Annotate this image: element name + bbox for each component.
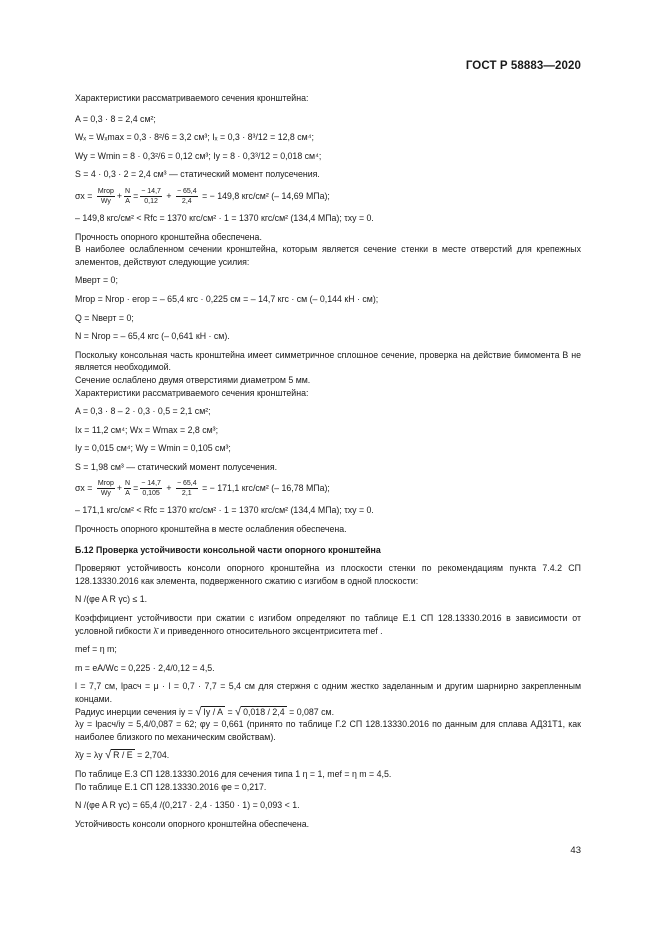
formula-line: Mверт = 0; [75,275,118,286]
formula-line: – 171,1 кгс/см² < Rfc = 1370 кгс/см² · 1 = 1370 кгс/см² (134,4 МПа); τxy = 0. [75,505,374,516]
text-line: По таблице Е.1 СП 128.13330.2016 φe = 0,217. [75,781,267,792]
formula-line: S = 4 · 0,3 · 2 = 2,4 см³ — статический момент полусечения. [75,169,320,180]
formula-line: Wy = Wmin = 8 · 0,3²/6 = 0,12 см³; Iy = 8 · 0,3³/12 = 0,018 см⁴; [75,150,322,161]
slenderness-formula: λ̄y = λy √ R / E = 2,704. [75,749,170,762]
formula-line: m = eA/Wc = 0,225 · 2,4/0,12 = 4,5. [75,662,215,673]
formula-line: S = 1,98 см³ — статический момент полусечения. [75,461,278,472]
paragraph: Проверяют устойчивость консоли опорного кронштейна из плоскости стенки по рекомендациям пункта 7.4.2 СП 128.13330.2016 как элемента, подверженного сжатию с изгибом в одной плоскости: [75,563,581,586]
stress-formula-2: σx = $\frac{\text{Mгор}}{Wy}$ + $\frac{N}{A}$ = $\frac{- 14,7}{0,105}$ + $\frac{- 65,4}{2,1}$ = − 171,1 кгс/см² (– 16,78 МПа); [75,480,330,498]
formula-line: Mгор = Nгор · eгор = – 65,4 кгс · 0,225 см = – 14,7 кгс · см (– 0,144 кН · см); [75,293,379,304]
formula-line: – 149,8 кгс/см² < Rfc = 1370 кгс/см² · 1 = 1370 кгс/см² (134,4 МПа); τxy = 0. [75,212,374,223]
paragraph: В наиболее ослабленном сечении кронштейна, которым является сечение стенки в месте отверстий для крепежных элементов, действуют следующие усилия: [75,244,581,267]
section-heading: Б.12 Проверка устойчивости консольной части опорного кронштейна [75,544,381,555]
text-line: По таблице Е.3 СП 128.13330.2016 для сечения типа 1 η = 1, mef = η m = 4,5. [75,768,392,779]
paragraph: λy = lрасч/iy = 5,4/0,087 = 62; φy = 0,661 (принято по таблице Г.2 СП 128.13330.2016 по данным для сплава АД31Т1, как наиболее близкого по механическим свойствам). [75,719,581,742]
text-line: Характеристики рассматриваемого сечения кронштейна: [75,93,309,103]
paragraph: Коэффициент устойчивости при сжатии с изгибом определяют по таблице Е.1 СП 128.13330.2016 в зависимости от условной гибкости λ̄ и приведенного относительного эксцентриситета mef . [75,613,581,636]
formula-line: Ix = 11,2 см⁴; Wx = Wmax = 2,8 см³; [75,424,219,435]
formula-line: Wₓ = Wₓmax = 0,3 · 8²/6 = 3,2 см³; Iₓ = 0,3 · 8³/12 = 12,8 см⁴; [75,132,314,143]
text-line: Сечение ослаблено двумя отверстиями диаметром 5 мм. [75,374,311,385]
stress-formula-1: σx = $\frac{\text{Mгор}}{Wy}$ + $\frac{N}{A}$ = $\frac{- 14,7}{0,12}$ + $\frac{- 65,4}{2,4}$ = − 149,8 кгс/см² (– 14,69 МПа); [75,187,330,205]
formula-line: N /(φe A R γc) ≤ 1. [75,594,148,605]
text-line: Устойчивость консоли опорного кронштейна обеспечена. [75,818,310,829]
formula-line: mef = η m; [75,644,117,655]
paragraph: l = 7,7 см, lрасч = μ · l = 0,7 · 7,7 = 5,4 см для стержня с одним жестко заделанным и другим шарнирно закрепленным концами. [75,681,581,704]
formula-line: Q = Nверт = 0; [75,312,134,323]
formula-line: Iy = 0,015 см⁴; Wy = Wmin = 0,105 см³; [75,443,231,454]
document-body [75,92,581,830]
radius-formula: Радиус инерции сечения iy = √ Iy / A = √ 0,018 / 2,4 = 0,087 см. [75,705,335,718]
formula-line: A = 0,3 · 8 – 2 · 0,3 · 0,5 = 2,1 см²; [75,406,211,417]
text-line: Прочность опорного кронштейна обеспечена. [75,231,262,242]
formula-line: N /(φe A R γc) = 65,4 /(0,217 · 2,4 · 1350 · 1) = 0,093 < 1. [75,800,300,811]
paragraph: Поскольку консольная часть кронштейна имеет симметричное сплошное сечение, проверка на действие бимомента B не является необходимой. [75,349,581,373]
formula-line: A = 0,3 · 8 = 2,4 см²; [75,113,156,124]
page-number: 43 [570,845,581,856]
standard-header: ГОСТ Р 58883—2020 [465,60,581,72]
text-line: Прочность опорного кронштейна в месте ослабления обеспечена. [75,524,347,535]
formula-line: N = Nгор = – 65,4 кгс (– 0,641 кН · см). [75,331,230,342]
text-line: Характеристики рассматриваемого сечения кронштейна: [75,387,309,398]
